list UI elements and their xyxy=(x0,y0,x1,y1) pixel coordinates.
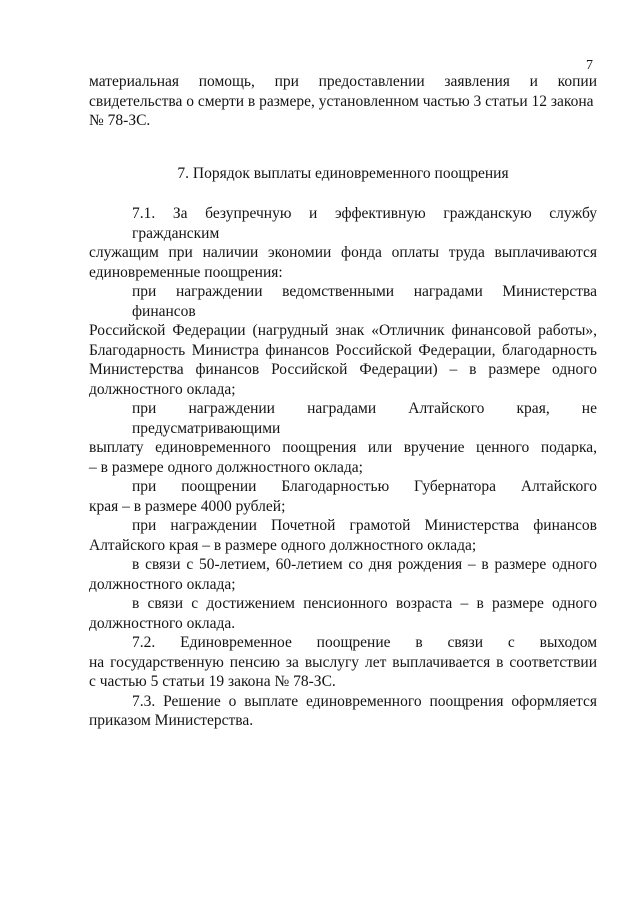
text-line: приказом Министерства. xyxy=(89,712,254,729)
text-line: служащим при наличии экономии фонда оплаты труда выплачиваются xyxy=(89,244,597,261)
text-line: при поощрении Благодарностью Губернатора Алтайского xyxy=(132,478,597,495)
text-line: при награждении наградами Алтайского края, не предусматривающими xyxy=(132,400,597,437)
text-line: 7.3. Решение о выплате единовременного поощрения оформляется xyxy=(132,692,597,710)
text-line: Министерства финансов Российской Федерации) – в размере одного xyxy=(89,361,597,378)
text-line: единовременные поощрения: xyxy=(89,263,283,281)
text-line: на государственную пенсию за выслугу лет выплачивается в соответствии xyxy=(89,653,597,671)
text-line: с частью 5 статьи 19 закона № 78-ЗС. xyxy=(89,673,336,690)
text-line: – в размере одного должностного оклада; xyxy=(89,458,363,476)
text-line: должностного оклада; xyxy=(89,380,236,398)
text-line: Российской Федерации (нагрудный знак «Отличник финансовой работы», xyxy=(89,322,597,339)
text-line: 7.2. Единовременное поощрение в связи с выходом xyxy=(132,634,597,651)
text-line: края – в размере 4000 рублей; xyxy=(89,497,286,515)
section-heading: 7. Порядок выплаты единовременного поощрения xyxy=(177,164,509,182)
text-line: Алтайского края – в размере одного должностного оклада; xyxy=(89,536,477,554)
text-line: Благодарность Министра финансов Российской Федерации, благодарность xyxy=(89,341,597,359)
text-line: при награждении Почетной грамотой Министерства финансов xyxy=(132,517,597,534)
text-line: при награждении ведомственными наградами Министерства финансов xyxy=(132,283,597,320)
text-line: № 78-ЗС. xyxy=(89,112,151,129)
text-line: свидетельства о смерти в размере, установленном частью 3 статьи 12 закона xyxy=(89,92,594,110)
page-number: 7 xyxy=(586,58,593,73)
text-line: материальная помощь, при предоставлении заявления и копии xyxy=(89,73,597,90)
document-body xyxy=(89,72,597,731)
text-line: в связи с достижением пенсионного возраста – в размере одного xyxy=(132,595,597,612)
text-line: должностного оклада. xyxy=(89,614,236,632)
text-line: 7.1. За безупречную и эффективную гражданскую службу гражданским xyxy=(132,205,597,242)
text-line: в связи с 50-летием, 60-летием со дня рождения – в размере одного xyxy=(132,556,597,573)
text-line: должностного оклада; xyxy=(89,575,236,593)
text-line: выплату единовременного поощрения или вручение ценного подарка, xyxy=(89,439,597,456)
